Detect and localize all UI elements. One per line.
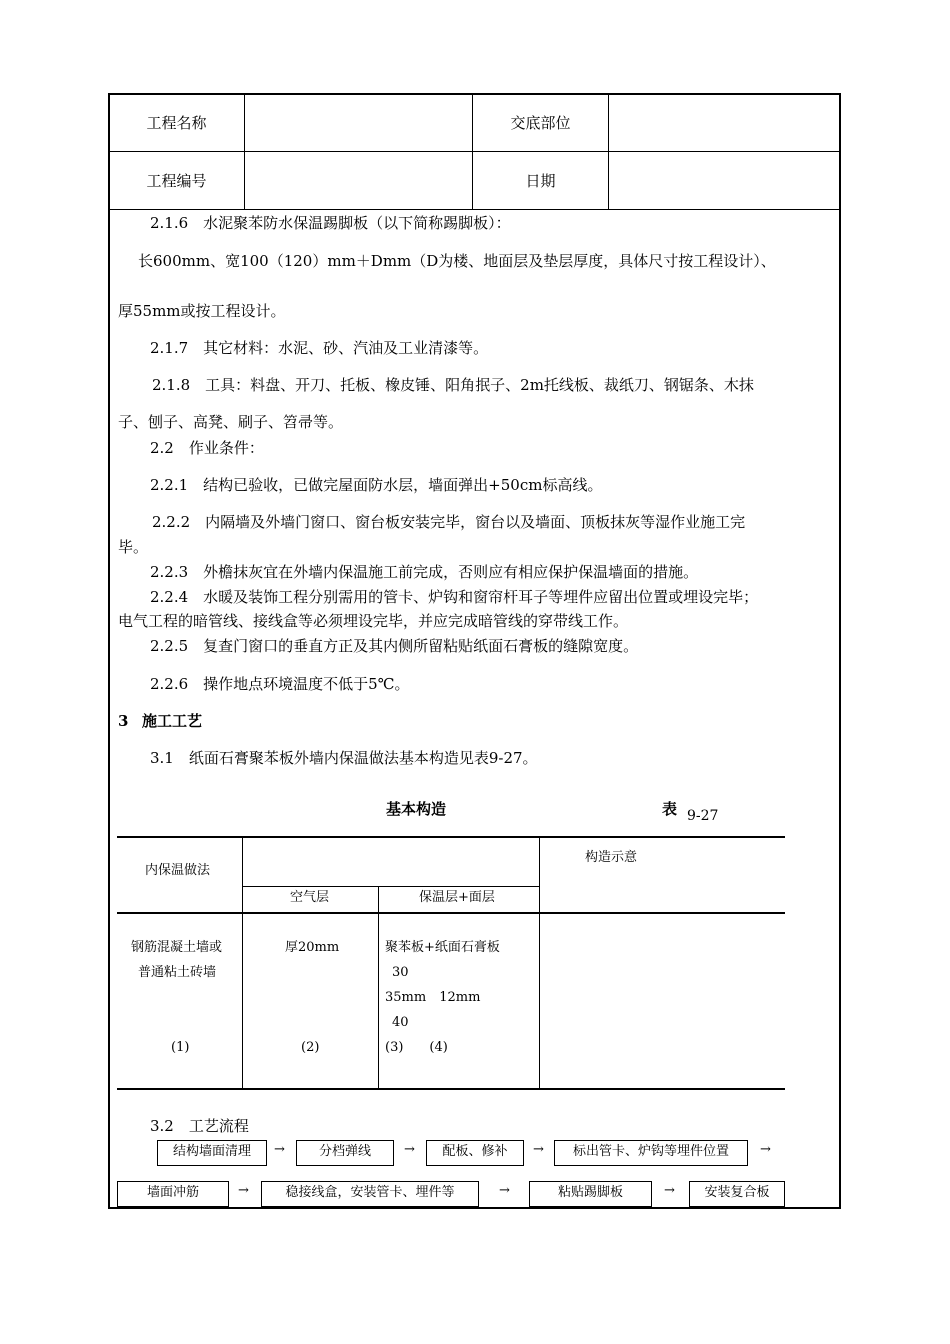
cell-insulation-d: 40 xyxy=(392,1015,409,1030)
flow-arrow-icon: → xyxy=(274,1142,285,1157)
para-2-1-6-thickness: 厚55mm或按工程设计。 xyxy=(118,302,286,320)
cell-insulation-c: 35mm 12mm xyxy=(385,990,481,1005)
cell-label-1: (1) xyxy=(171,1040,190,1055)
flow-arrow-icon: → xyxy=(760,1142,771,1157)
th-air-layer: 空气层 xyxy=(290,890,330,905)
flow-step-mark-embeds: 标出管卡、炉钩等埋件位置 xyxy=(554,1140,748,1166)
para-3-2: 3.2 工艺流程 xyxy=(150,1117,249,1135)
para-3-1: 3.1 纸面石膏聚苯板外墙内保温做法基本构造见表9-27。 xyxy=(150,749,538,767)
date-label: 日期 xyxy=(473,152,609,210)
para-2-2-5: 2.2.5 复查门窗口的垂直方正及其内侧所留粘贴纸面石膏板的缝隙宽度。 xyxy=(150,637,639,655)
para-2-2-4-b: 电气工程的暗管线、接线盒等必须埋设完毕，并应完成暗管线的穿带线工作。 xyxy=(118,612,629,630)
para-2-2-3: 2.2.3 外檐抹灰宜在外墙内保温施工前完成，否则应有相应保护保温墙面的措施。 xyxy=(150,563,699,581)
header-table xyxy=(108,93,841,210)
flow-arrow-icon: → xyxy=(499,1183,510,1198)
cell-air-thickness: 厚20mm xyxy=(285,940,340,955)
project-name-value[interactable] xyxy=(245,94,473,152)
cell-insulation-b: 30 xyxy=(392,965,409,980)
date-value[interactable] xyxy=(609,152,841,210)
th-method: 内保温做法 xyxy=(145,863,211,878)
cell-wall-type-b: 普通粘土砖墙 xyxy=(138,965,217,980)
para-2-1-6-dims: 长600mm、宽100（120）mm＋Dmm（D为楼、地面层及垫层厚度，具体尺寸按工程设计）、 xyxy=(138,252,776,270)
table-caption: 基本构造 xyxy=(386,800,447,818)
para-2-2-2-b: 毕。 xyxy=(118,538,149,556)
th-diagram: 构造示意 xyxy=(585,850,638,865)
table-col-divider-3 xyxy=(539,837,540,1089)
para-2-2-4-a: 2.2.4 水暖及装饰工程分别需用的管卡、炉钩和窗帘杆耳子等埋件应留出位置或埋设完毕； xyxy=(150,588,759,606)
flow-step-composite-board: 安装复合板 xyxy=(689,1181,785,1207)
project-number-label: 工程编号 xyxy=(109,152,245,210)
table-top-rule xyxy=(117,836,785,838)
flow-arrow-icon: → xyxy=(533,1142,544,1157)
table-col-divider-1 xyxy=(242,837,243,1089)
th-insulation: 保温层+面层 xyxy=(419,890,495,905)
section-3-title: 施工工艺 xyxy=(142,712,203,730)
table-bottom-rule xyxy=(117,1088,785,1090)
handover-location-label: 交底部位 xyxy=(473,94,609,152)
project-number-value[interactable] xyxy=(245,152,473,210)
flow-step-clean-wall: 结构墙面清理 xyxy=(157,1140,267,1166)
para-2-2-6: 2.2.6 操作地点环境温度不低于5℃。 xyxy=(150,675,410,693)
flow-step-cut-repair: 配板、修补 xyxy=(426,1140,524,1166)
cell-label-2: (2) xyxy=(301,1040,320,1055)
para-2-2: 2.2 作业条件： xyxy=(150,439,264,457)
section-3-number: 3 xyxy=(118,712,129,730)
para-2-2-2-a: 2.2.2 内隔墙及外墙门窗口、窗台板安装完毕，窗台以及墙面、顶板抹灰等湿作业施工完 xyxy=(152,513,746,531)
para-2-1-8-b: 子、刨子、高凳、刷子、笤帚等。 xyxy=(118,413,344,431)
table-word: 表 xyxy=(662,800,678,818)
table-col-divider-2 xyxy=(378,886,379,1089)
table-header-rule xyxy=(117,912,785,914)
project-name-label: 工程名称 xyxy=(109,94,245,152)
flow-step-baseboard: 粘贴踢脚板 xyxy=(529,1181,652,1207)
para-2-1-6: 2.1.6 水泥聚苯防水保温踢脚板（以下简称踢脚板）： xyxy=(150,214,511,232)
flow-arrow-icon: → xyxy=(404,1142,415,1157)
para-2-2-1: 2.2.1 结构已验收，已做完屋面防水层，墙面弹出+50cm标高线。 xyxy=(150,476,603,494)
flow-step-wall-screeds: 墙面冲筋 xyxy=(117,1181,229,1207)
flow-step-install-boxes: 稳接线盒，安装管卡、埋件等 xyxy=(261,1181,479,1207)
cell-wall-type-a: 钢筋混凝土墙或 xyxy=(131,940,223,955)
para-2-1-8-a: 2.1.8 工具：料盘、开刀、托板、橡皮锤、阳角抿子、2m托线板、裁纸刀、钢锯条、木抹 xyxy=(152,376,754,394)
table-number: 9-27 xyxy=(687,808,719,824)
para-2-1-7: 2.1.7 其它材料：水泥、砂、汽油及工业清漆等。 xyxy=(150,339,489,357)
cell-insulation-a: 聚苯板+纸面石膏板 xyxy=(385,940,500,955)
cell-label-3-4: (3) (4) xyxy=(385,1040,448,1055)
flow-step-layout-lines: 分档弹线 xyxy=(296,1140,394,1166)
flow-arrow-icon: → xyxy=(664,1183,675,1198)
flow-arrow-icon: → xyxy=(238,1183,249,1198)
handover-location-value[interactable] xyxy=(609,94,841,152)
